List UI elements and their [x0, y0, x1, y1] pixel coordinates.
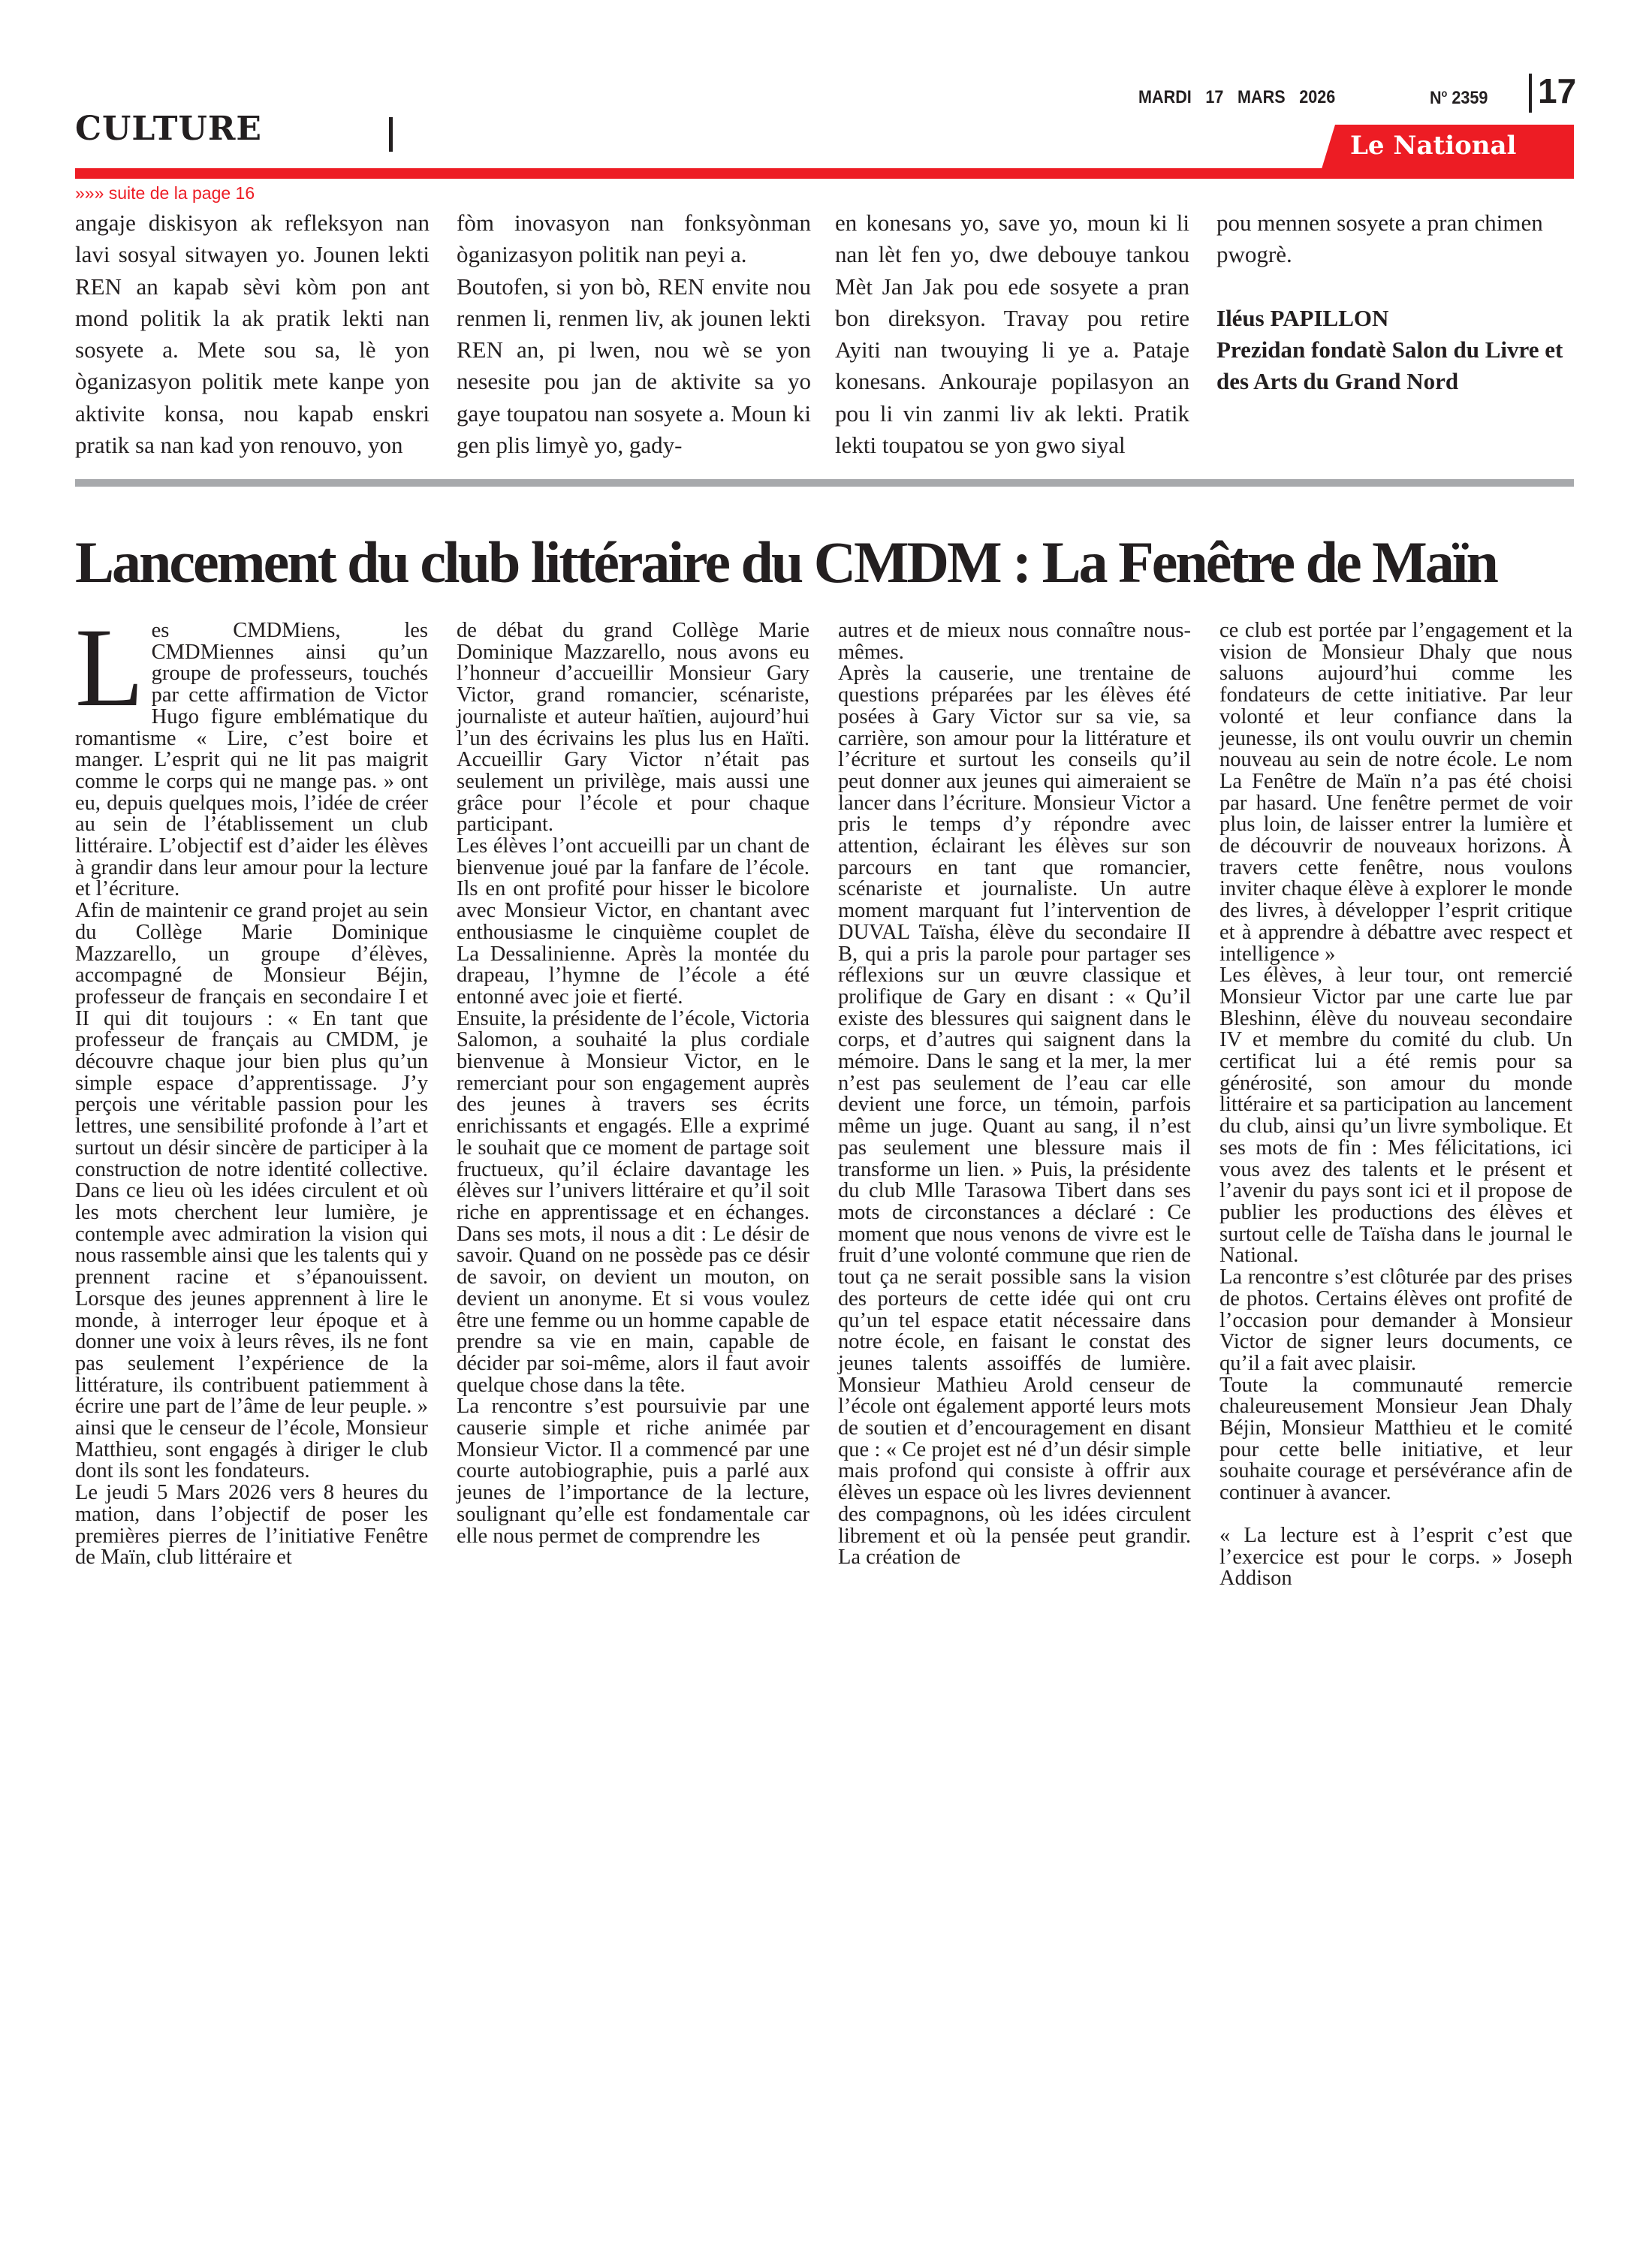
paragraph: Ensuite, la présidente de l’école, Victoria Salomon, a souhaité la plus cordiale bienvenue à Monsieur Victor, en le remerciant pour son engagement auprès des jeunes à travers ses écrits enrichissants et engagés. Elle a exprimé le souhait que ce moment de partage soit fructueux, qu’il éclaire davantage les élèves sur l’univers littéraire et qu’il soit riche en apprentissage et en échanges. Dans ses mots, il nous a dit : Le désir de savoir. Quand on ne possède pas ce désir de savoir, on devient un mouton, on devient un anonyme. Et si vous voulez être une femme ou un homme capable de prendre sa vie en main, capable de décider par soi-même, alors il faut avoir quelque chose dans la tête.: [457, 1006, 809, 1397]
section-divider: [389, 117, 393, 152]
paragraph: ce club est portée par l’engagement et la vision de Monsieur Dhaly que nous saluons aujourd’hui comme les fondateurs de cette initiative. Par leur volonté et leur confiance dans la jeunesse, ils ont voulu ouvrir un chemin nouveau au sein de notre école. Le nom La Fenêtre de Maïn n’a pas été choisi par hasard. Une fenêtre permet de voir plus loin, de laisser entrer la lumière et de découvrir de nouveaux horizons. À travers cette fenêtre, nous voulons inviter chaque élève à explorer le monde des livres, à développer l’esprit critique et à apprendre à débattre avec respect et intelligence »: [1219, 619, 1572, 966]
issue-date: MARDI 17 MARS 2026: [1138, 87, 1336, 107]
prev-article-column-3: [835, 207, 1189, 461]
paragraph: Après la causerie, une trentaine de questions préparées par les élèves été posées à Gary Victor sur sa vie, sa carrière, son amour pour la littérature et l’écriture et surtout les conseils qu’il peut donner aux jeunes qui aimeraient se lancer dans l’écriture. Monsieur Victor a pris le temps d’y répondre avec attention, éclairant les élèves sur son parcours en tant que romancier, scénariste et journaliste. Un autre moment marquant fut l’intervention de DUVAL Taïsha, élève du secondaire II B, qui a pris la parole pour partager ses réflexions sur un œuvre classique et prolifique de Gary en disant : « Qu’il existe des blessures qui saignent dans le corps, et d’autres qui saignent dans la mémoire. Dans le sang et la mer, la mer n’est pas seulement de l’eau car elle devient une force, un témoin, parfois même un juge. Quant au sang, il n’est pas seulement une blessure mais il transforme un lien. » Puis, la présidente du club Mlle Tarasowa Tibert dans ses mots de circonstances a déclaré : Ce moment que nous venons de vivre est le fruit d’une volonté commune que rien de tout ça ne serait possible sans la vision des porteurs de cette idée qui ont cru qu’un tel espace etatit nécessaire dans notre école, en faisant le constat des jeunes talents assoiffés de lumière. Monsieur Mathieu Arold censeur de l’école ont également apporté leurs mots de soutien et d’encouragement en disant que : « Ce projet est né d’un désir simple mais profond qui consiste à offrir aux élèves un espace où les livres deviennent des compagnons, où les idées circulent librement et où la pensée peut grandir. La création de: [838, 662, 1191, 1570]
prev-article-column-4: [1216, 207, 1577, 397]
prev-article-column-1: [75, 207, 430, 461]
issue-number: [1430, 87, 1488, 109]
paragraph: La rencontre s’est clôturée par des prises de photos. Certains élèves ont profité de l’occasion pour demander à Monsieur Victor de signer leurs documents, ce qu’il a fait avec plaisir.: [1219, 1265, 1572, 1375]
article-column-3: [838, 620, 1191, 1569]
article-column-1: [75, 605, 428, 1570]
paragraph: [75, 605, 428, 901]
article-headline: Lancement du club littéraire du CMDM : La Fenêtre de Maïn: [75, 529, 1497, 596]
continued-from-link[interactable]: »»» suite de la page 16: [75, 183, 255, 203]
author-signature: [1216, 303, 1577, 398]
issue-prefix-sup: o: [1441, 87, 1448, 99]
paragraph: Afin de maintenir ce grand projet au sein du Collège Marie Dominique Mazzarello, un groupe d’élèves, accompagné de Monsieur Béjin, professeur de français en secondaire I et II qui dit toujours : « En tant que professeur de français au CMDM, je découvre chaque jour bien plus qu’un simple espace d’apprentissage. J’y perçois une véritable passion pour les lettres, une sensibilité profonde à l’art et surtout un désir sincère de participer à la construction de notre identité collective. Dans ce lieu où les idées circulent et où les mots cherchent leur lumière, je contemple avec admiration la vision qui nous rassemble ainsi que les talents qui y prennent racine et s’épanouissent. Lorsque des jeunes apprennent à lire le monde, à interroger leur époque et à donner une voix à leurs rêves, ils ne font pas seulement l’expérience de la littérature, ils contribuent patiemment à écrire une part de l’âme de leur peuple. » ainsi que le censeur de l’école, Monsieur Matthieu, sont engagés à diriger le club dont ils sont les fondateurs.: [75, 899, 428, 1483]
spacer: [1219, 1504, 1572, 1525]
paragraph: Le jeudi 5 Mars 2026 vers 8 heures du mation, dans l’objectif de poser les premières pierres de l’initiative Fenêtre de Maïn, club littéraire et: [75, 1481, 428, 1570]
section-label: CULTURE: [75, 110, 262, 148]
page-number: 17: [1538, 71, 1577, 110]
closing-quote: « La lecture est à l’esprit c’est que l’exercice est pour le corps. » Joseph Addison: [1219, 1523, 1572, 1591]
author-name: Iléus PAPILLON: [1216, 304, 1389, 331]
article-separator: [75, 479, 1574, 487]
paragraph: La rencontre s’est poursuivie par une causerie simple et riche animée par Monsieur Victor. Il a commencé par une courte autobiographie, puis a parlé aux jeunes de l’importance de la lecture, soulignant qu’elle est fondamentale car elle nous permet de comprendre les: [457, 1395, 809, 1548]
paragraph: angaje diskisyon ak refleksyon nan lavi sosyal sitwayen yo. Jounen lekti REN an kapab sèvi kòm pon ant mond politik la ak pratik lekti nan sosyete a. Mete sou sa, lè yon òganizasyon politik mete kanpe yon aktivite konsa, nou kapab enskri pratik sa nan kad yon renouvo, yon: [75, 210, 430, 459]
paragraph: en konesans yo, save yo, moun ki li nan lèt fen yo, dwe debouye tankou Mèt Jan Jak pou ede sosyete a pran bon direksyon. Travay pou retire Ayiti nan twouying li ye a. Pataje konesans. Ankouraje popilasyon an pou li vin zanmi liv ak lekti. Pratik lekti toupatou se yon gwo siyal: [835, 210, 1189, 459]
article-column-4: [1219, 620, 1572, 1590]
drop-cap: L: [75, 605, 144, 730]
paragraph: autres et de mieux nous connaître nous-mêmes.: [838, 619, 1191, 664]
issue-prefix: N: [1430, 88, 1442, 108]
paragraph: Les élèves, à leur tour, ont remercié Monsieur Victor par une carte lue par Bleshinn, élève du nouveau secondaire IV et membre du comité du club. Un certificat lui a été remis pour sa générosité, son amour du monde littéraire et sa participation au lancement du club, ainsi qu’un livre symbolique. Et ses mots de fin : Mes félicitations, ici vous avez des talents et le présent et l’avenir du pays sont ici et il propose de publier les productions des élèves et surtout celle de Taïsha dans le journal le National.: [1219, 964, 1572, 1268]
paragraph: pou mennen sosyete a pran chimen pwogrè.: [1216, 210, 1543, 268]
paragraph: fòm inovasyon nan fonksyònman òganizasyon politik nan peyi a.: [457, 210, 811, 268]
paragraph: de débat du grand Collège Marie Dominique Mazzarello, nous avons eu l’honneur d’accueillir Monsieur Gary Victor, grand romancier, scénariste, journaliste et auteur haïtien, aujourd’hui l’un des écrivains les plus lus en Haïti. Accueillir Gary Victor n’était pas seulement un privilège, mais aussi une grâce pour l’école et pour chaque participant.: [457, 619, 809, 837]
paragraph: Toute la communauté remercie chaleureusement Monsieur Jean Dhaly Béjin, Monsieur Matthieu et le comité pour cette belle initiative, et leur souhaite courage et persévérance afin de continuer à avancer.: [1219, 1373, 1572, 1505]
prev-article-column-2: [457, 207, 811, 461]
paragraph: Les élèves l’ont accueilli par un chant de bienvenue joué par la fanfare de l’école. Ils en ont profité pour hisser le bicolore avec Monsieur Victor, en chantant avec enthousiasme le cinquième couplet de La Dessalinienne. Après la montée du drapeau, l’hymne de l’école a été entonné avec joie et fierté.: [457, 834, 809, 1009]
article-column-2: [457, 620, 809, 1547]
paragraph: Boutofen, si yon bò, REN envite nou renmen li, renmen liv, ak jounen lekti REN an, pi lwen, nou wè se yon nesesite pou jan de aktivite sa yo gaye toupatou nan sosyete a. Moun ki gen plis limyè yo, gady-: [457, 273, 811, 459]
paragraph-text: es CMDMiens, les CMDMiennes ainsi qu’un groupe de professeurs, touchés par cette affirmation de Victor Hugo figure emblématique du romantisme « Lire, c’est boire et manger. L’esprit qui ne lit pas maigrit comme le corps qui ne mange pas. » ont eu, depuis quelques mois, l’idée de créer au sein de l’établissement un club littéraire. L’objectif est d’aider les élèves à grandir dans leur amour pour la lecture et l’écriture.: [75, 619, 428, 901]
newspaper-logo: Le National: [1350, 131, 1517, 161]
page-number-divider: [1529, 74, 1532, 113]
issue-number-value: 2359: [1452, 88, 1488, 108]
author-title: Prezidan fondatè Salon du Livre et des Arts du Grand Nord: [1216, 336, 1563, 395]
